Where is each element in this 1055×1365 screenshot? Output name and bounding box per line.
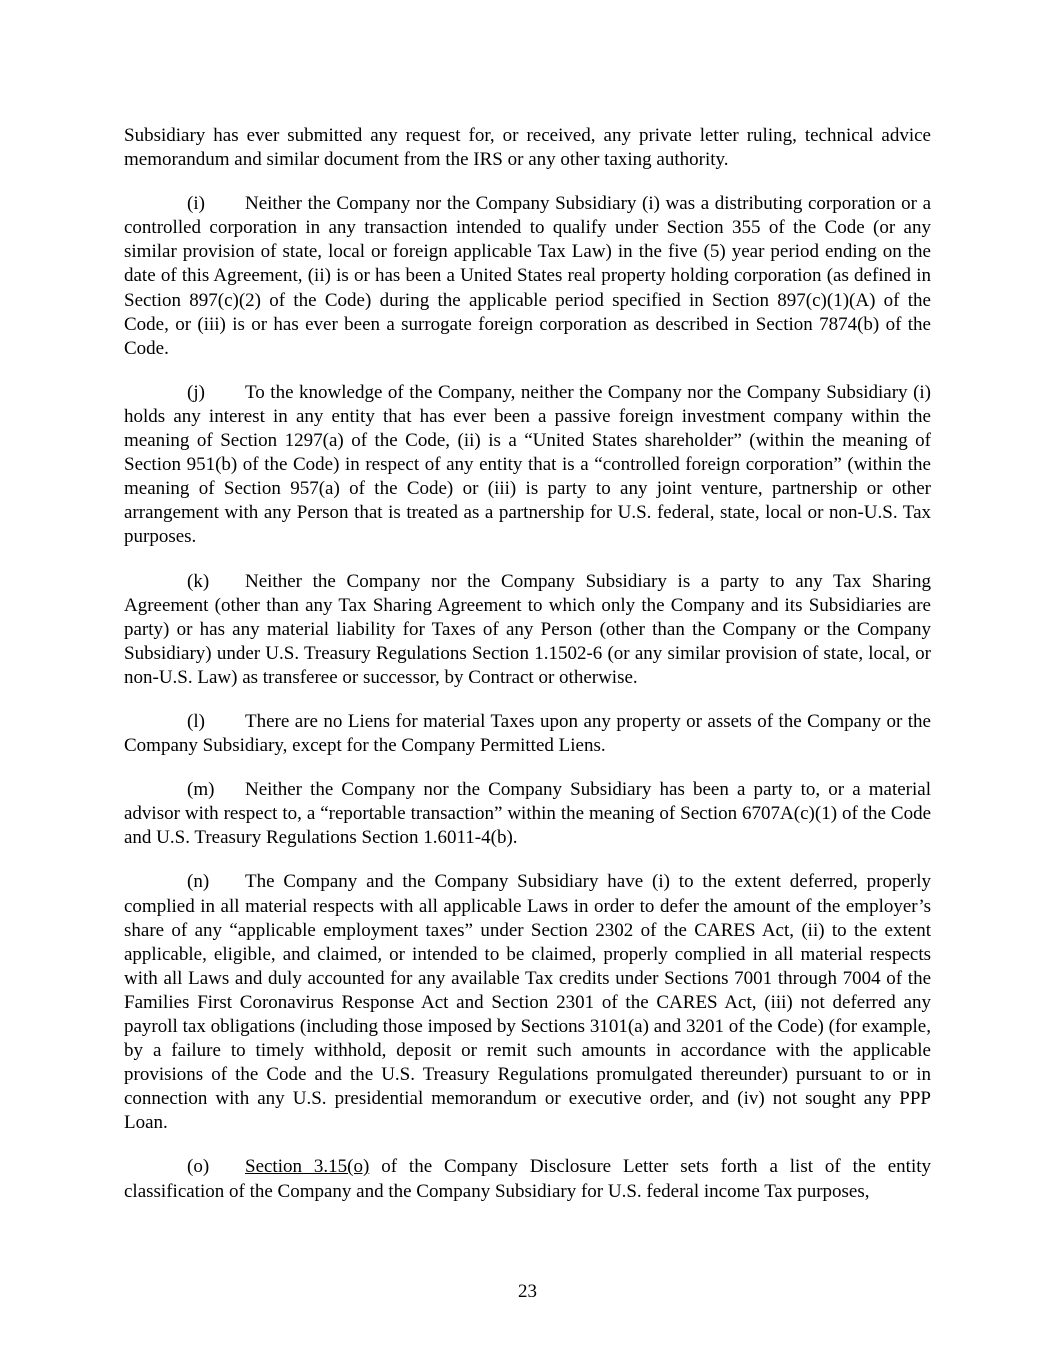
paragraph-label: (l)	[187, 710, 205, 732]
paragraph-j	[124, 381, 931, 550]
section-reference: Section 3.15(o)	[245, 1156, 370, 1178]
paragraph-label: (i)	[187, 193, 205, 215]
paragraph-o	[124, 1155, 931, 1203]
paragraph-k	[124, 570, 931, 690]
paragraph-label: (k)	[187, 570, 210, 592]
paragraph-label: (j)	[187, 381, 205, 403]
paragraph-text: Neither the Company nor the Company Subsidiary (i) was a distributing corporation or a controlled corporation in any transaction intended to qualify under Section 355 of the Code (or any similar provision of state, local or foreign applicable Tax Law) in the five (5) year period ending on the date of this Agreement, (ii) is or has been a United States real property holding corporation (as defined in Section 897(c)(2) of the Code) during the applicable period specified in Section 897(c)(1)(A) of the Code, or (iii) is or has ever been a surrogate foreign corporation as described in Section 7874(b) of the Code.	[124, 193, 931, 359]
paragraph-label: (n)	[187, 871, 210, 893]
paragraph-text: Subsidiary has ever submitted any request for, or received, any private letter ruling, technical advice memorandum and similar document from the IRS or any other taxing authority.	[124, 125, 931, 171]
paragraph-text: Neither the Company nor the Company Subsidiary is a party to any Tax Sharing Agreement (other than any Tax Sharing Agreement to which only the Company and its Subsidiaries are party) or has any material liability for Taxes of any Person (other than the Company or the Company Subsidiary) under U.S. Treasury Regulations Section 1.1502-6 (or any similar provision of state, local, or non-U.S. Law) as transferee or successor, by Contract or otherwise.	[124, 570, 931, 688]
document-page	[124, 124, 931, 1224]
page-number: 23	[518, 1281, 537, 1302]
paragraph-text: Neither the Company nor the Company Subsidiary has been a party to, or a material advisor with respect to, a “reportable transaction” within the meaning of Section 6707A(c)(1) of the Code and U.S. Treasury Regulations Section 1.6011-4(b).	[124, 779, 931, 849]
paragraph-i	[124, 192, 931, 361]
paragraph-text: To the knowledge of the Company, neither the Company nor the Company Subsidiary (i) holds any interest in any entity that has ever been a passive foreign investment company within the meaning of Section 1297(a) of the Code, (ii) is a “United States shareholder” (within the meaning of Section 951(b) of the Code) in respect of any entity that is a “controlled foreign corporation” (within the meaning of Section 957(a) of the Code) or (iii) is party to any joint venture, partnership or other arrangement with any Person that is treated as a partnership for U.S. federal, state, local or non-U.S. Tax purposes.	[124, 381, 931, 548]
paragraph-l	[124, 710, 931, 758]
paragraph-text: of the Company Disclosure Letter sets forth a list of the entity classification of the Company and the Company Subsidiary for U.S. federal income Tax purposes,	[124, 1156, 931, 1202]
paragraph-text: There are no Liens for material Taxes upon any property or assets of the Company or the Company Subsidiary, except for the Company Permitted Liens.	[124, 710, 931, 757]
paragraph-label: (o)	[187, 1156, 210, 1178]
paragraph-m	[124, 778, 931, 850]
paragraph-n	[124, 870, 931, 1135]
paragraph-continuation	[124, 124, 931, 172]
paragraph-label: (m)	[187, 779, 215, 801]
paragraph-text: The Company and the Company Subsidiary have (i) to the extent deferred, properly complied in all material respects with all applicable Laws in order to defer the amount of the employer’s share of any “applicable employment taxes” under Section 2302 of the CARES Act, (ii) to the extent applicable, eligible, and claimed, or intended to be claimed, properly complied in all material respects with all Laws and duly accounted for any available Tax credits under Sections 7001 through 7004 of the Families First Coronavirus Response Act and Section 2301 of the CARES Act, (iii) not deferred any payroll tax obligations (including those imposed by Sections 3101(a) and 3201 of the Code) (for example, by a failure to timely withhold, deposit or remit such amounts in accordance with the applicable provisions of the Code and the U.S. Treasury Regulations promulgated thereunder) pursuant to or in connection with any U.S. presidential memorandum or executive order, and (iv) not sought any PPP Loan.	[124, 871, 931, 1134]
